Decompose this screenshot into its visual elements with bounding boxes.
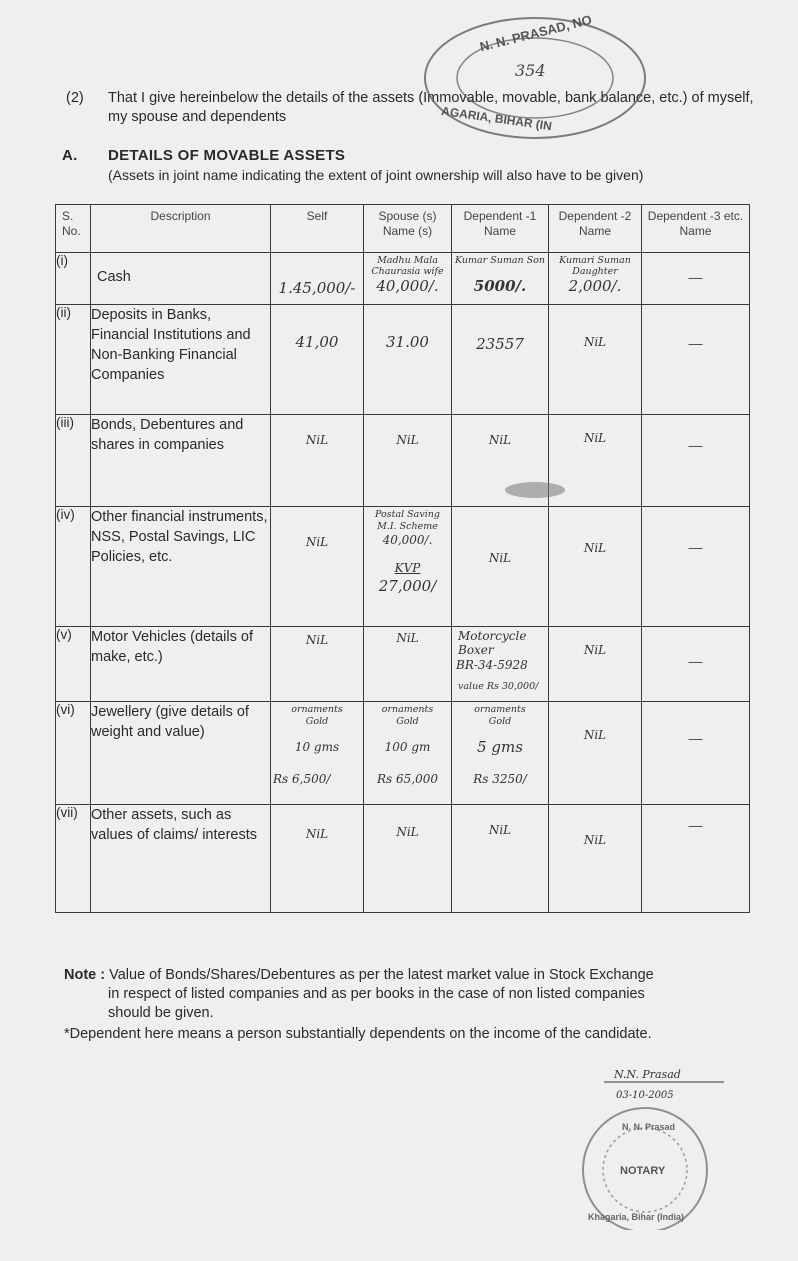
row-sno: (iii) — [56, 415, 91, 507]
cell-dependent-2 — [549, 507, 642, 627]
cell-spouse — [364, 305, 452, 415]
note-line-3: should be given. — [108, 1005, 214, 1021]
handwritten-value: NiL — [583, 541, 607, 555]
handwritten-value: NiL — [305, 433, 329, 447]
dash-value: — — [688, 335, 703, 351]
handwritten-value: NiL — [305, 633, 329, 647]
header-dependent-2: Dependent -2 Name — [549, 205, 642, 253]
notary-stamp-top — [420, 10, 650, 140]
handwritten-line: Gold — [396, 716, 419, 727]
seal-center-text: NOTARY — [620, 1165, 666, 1177]
handwritten-value: NiL — [583, 643, 607, 657]
note-line-1: Value of Bonds/Shares/Debentures as per the latest market value in Stock Exchange — [109, 967, 654, 983]
seal-top-text: N. N. Prasad — [622, 1122, 676, 1132]
cell-spouse — [364, 702, 452, 805]
row-description: Deposits in Banks, Financial Institutions and Non-Banking Financial Companies — [91, 305, 271, 415]
handwritten-line: M.I. Scheme — [377, 521, 438, 532]
stamp-top-number: 354 — [515, 61, 546, 80]
cell-spouse — [364, 253, 452, 305]
row-sno: (iv) — [56, 507, 91, 627]
row-description: Motor Vehicles (details of make, etc.) — [91, 627, 271, 702]
handwritten-value: NiL — [488, 551, 512, 565]
handwritten-value: NiL — [583, 431, 607, 445]
header-self: Self — [271, 205, 364, 253]
handwritten-value: 2,000/. — [568, 277, 622, 295]
handwritten-line: BR-34-5928 — [456, 658, 528, 672]
handwritten-line: 5 gms — [477, 738, 523, 756]
handwritten-value: NiL — [583, 833, 607, 847]
handwritten-line: ornaments — [381, 704, 434, 715]
cell-self — [271, 805, 364, 913]
dash-value: — — [688, 817, 703, 833]
table-row — [56, 627, 750, 702]
cell-self — [271, 627, 364, 702]
cell-dependent-3 — [642, 253, 750, 305]
handwritten-line: value Rs 30,000/ — [458, 681, 539, 692]
handwritten-value: NiL — [396, 825, 419, 839]
paragraph-number: (2) — [66, 90, 84, 106]
handwritten-value: 40,000/. — [382, 533, 433, 547]
cell-dependent-1 — [452, 805, 549, 913]
row-description — [91, 253, 271, 305]
row-sno: (vii) — [56, 805, 91, 913]
handwritten-value: 1.45,000/- — [278, 279, 356, 297]
cell-dependent-3 — [642, 507, 750, 627]
handwritten-value: NiL — [488, 433, 512, 447]
cell-spouse — [364, 627, 452, 702]
handwritten-value: 27,000/ — [378, 577, 437, 595]
cell-self — [271, 305, 364, 415]
movable-assets-table — [55, 204, 750, 913]
cell-dependent-3 — [642, 305, 750, 415]
handwritten-value: 41,00 — [295, 333, 339, 351]
cell-dependent-2 — [549, 627, 642, 702]
row-description: Bonds, Debentures and shares in companies — [91, 415, 271, 507]
handwritten-value: NiL — [583, 335, 607, 349]
handwritten-value: NiL — [488, 823, 512, 837]
cell-self — [271, 702, 364, 805]
handwritten-value: NiL — [305, 827, 329, 841]
dash-value: — — [688, 539, 703, 555]
stamp-top-line: N. N. PRASAD, NO — [478, 11, 594, 55]
row-description: Other financial instruments, NSS, Postal Savings, LIC Policies, etc. — [91, 507, 271, 627]
dash-value: — — [688, 653, 703, 669]
cell-dependent-1 — [452, 305, 549, 415]
notary-seal-bottom — [560, 1060, 730, 1230]
row-description-text: Cash — [97, 269, 131, 285]
handwritten-value: 23557 — [476, 335, 524, 353]
handwritten-line: Gold — [305, 716, 329, 727]
header-description: Description — [91, 205, 271, 253]
note-label: Note : — [64, 967, 106, 983]
handwritten-name: Kumar Suman Son — [454, 255, 546, 266]
header-dependent-1: Dependent -1 Name — [452, 205, 549, 253]
cell-spouse — [364, 415, 452, 507]
handwritten-line: 100 gm — [384, 740, 431, 754]
handwritten-value: NiL — [396, 631, 419, 645]
cell-spouse — [364, 805, 452, 913]
dash-value: — — [688, 730, 703, 746]
table-row — [56, 253, 750, 305]
table-row — [56, 702, 750, 805]
cell-self — [271, 415, 364, 507]
table-row — [56, 507, 750, 627]
footnote: *Dependent here means a person substantially dependents on the income of the candidate. — [64, 1026, 652, 1042]
stamp-top-bottom: AGARIA, BIHAR (IN — [440, 103, 553, 134]
handwritten-line: Motorcycle — [458, 629, 527, 643]
row-description: Jewellery (give details of weight and value) — [91, 702, 271, 805]
handwritten-line: ornaments — [474, 704, 526, 715]
handwritten-value: NiL — [305, 535, 329, 549]
handwritten-value: 40,000/. — [376, 277, 439, 295]
row-sno: (i) — [56, 253, 91, 305]
table-row — [56, 305, 750, 415]
paragraph-text: That I give hereinbelow the details of the assets (Immovable, movable, bank balance, etc.) of myself, my spouse and dependents — [108, 90, 754, 125]
row-sno: (v) — [56, 627, 91, 702]
handwritten-value: Rs 3250/ — [473, 772, 527, 786]
handwritten-value: 31.00 — [386, 333, 429, 351]
cell-self — [271, 507, 364, 627]
dash-value: — — [688, 269, 703, 285]
cell-dependent-3 — [642, 627, 750, 702]
handwritten-line: ornaments — [291, 704, 343, 715]
cell-dependent-1 — [452, 253, 549, 305]
table-row — [56, 805, 750, 913]
cell-dependent-3 — [642, 805, 750, 913]
section-letter: A. — [62, 147, 78, 164]
signature-date: 03-10-2005 — [616, 1090, 674, 1101]
cell-dependent-2 — [549, 253, 642, 305]
cell-dependent-3 — [642, 415, 750, 507]
section-subtitle: (Assets in joint name indicating the extent of joint ownership will also have to be given) — [108, 167, 644, 183]
row-description: Other assets, such as values of claims/ interests — [91, 805, 271, 913]
handwritten-value: NiL — [583, 728, 607, 742]
cell-self — [271, 253, 364, 305]
handwritten-value: NiL — [396, 433, 419, 447]
handwritten-line: Gold — [488, 716, 512, 727]
cell-dependent-2 — [549, 805, 642, 913]
handwritten-name: Kumari Suman Daughter — [559, 255, 631, 277]
ink-smudge — [500, 476, 570, 504]
row-sno: (vi) — [56, 702, 91, 805]
dash-value: — — [688, 437, 703, 453]
cell-dependent-2 — [549, 702, 642, 805]
handwritten-line: KVP — [394, 561, 421, 575]
handwritten-value: Rs 6,500/ — [273, 772, 331, 786]
seal-bottom-text: Khagaria, Bihar (India) — [588, 1212, 685, 1222]
handwritten-line: 10 gms — [294, 740, 340, 754]
handwritten-line: Postal Saving — [375, 509, 440, 520]
row-sno: (ii) — [56, 305, 91, 415]
header-dependent-3: Dependent -3 etc. Name — [642, 205, 750, 253]
cell-dependent-1 — [452, 702, 549, 805]
cell-spouse — [364, 507, 452, 627]
handwritten-value: 5000/. — [473, 277, 527, 295]
signature-name: N.N. Prasad — [614, 1068, 681, 1081]
cell-dependent-3 — [642, 702, 750, 805]
header-sno: S. No. — [56, 205, 91, 253]
section-title: DETAILS OF MOVABLE ASSETS — [108, 147, 346, 164]
cell-dependent-1 — [452, 507, 549, 627]
table-row — [56, 415, 750, 507]
cell-dependent-1 — [452, 627, 549, 702]
note-block — [64, 966, 744, 1023]
cell-dependent-2 — [549, 305, 642, 415]
note-line-2: in respect of listed companies and as per books in the case of non listed companies — [108, 986, 645, 1002]
handwritten-value: Rs 65,000 — [377, 772, 438, 786]
table-header-row — [56, 205, 750, 253]
header-spouse: Spouse (s) Name (s) — [364, 205, 452, 253]
handwritten-name: Madhu Mala Chaurasia wife — [371, 255, 444, 277]
handwritten-line: Boxer — [458, 643, 494, 657]
